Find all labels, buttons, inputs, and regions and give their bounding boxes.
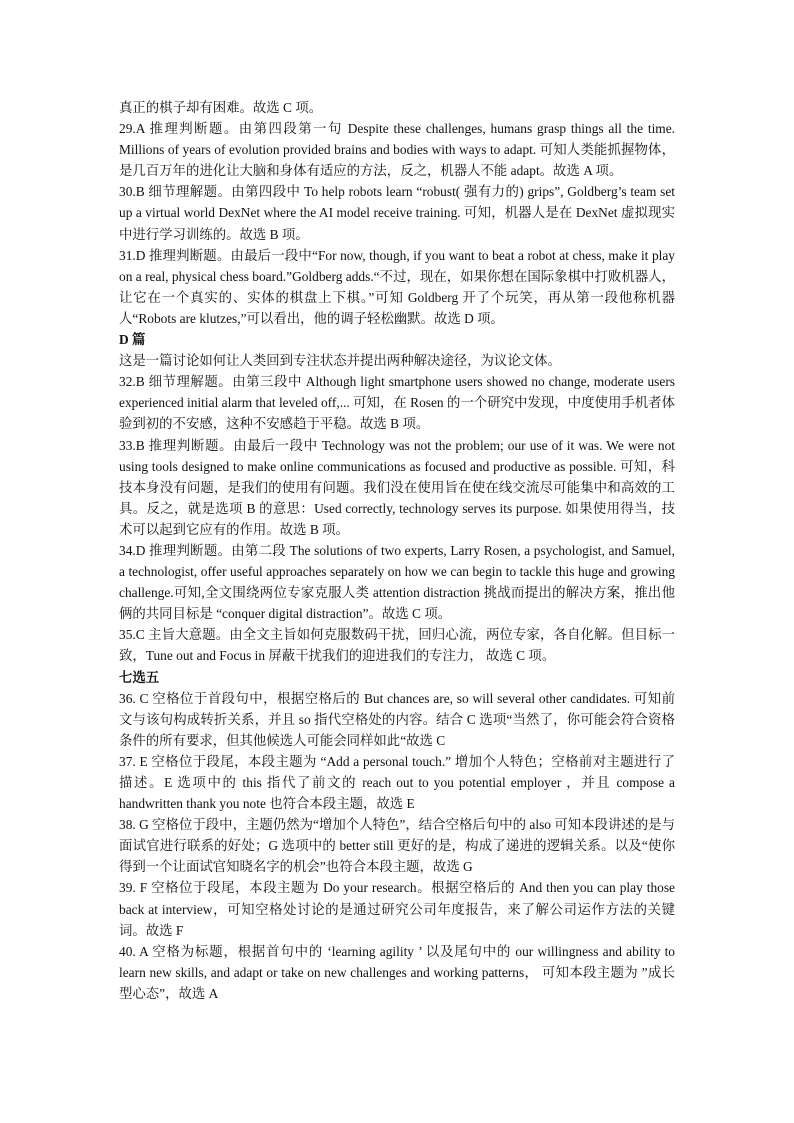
section-d-heading: D 篇	[119, 332, 146, 348]
answer-39: 39. F 空格位于段尾，本段主题为 Do your research。根据空格后的 And then you can play those back at interview，可知空格处讨论的是通过研究公司年度报告，来了解公司运作方法的关键词。故选 F	[119, 880, 675, 938]
answer-34: 34.D 推理判断题。由第二段 The solutions of two experts, Larry Rosen, a psychologist, and Samuel, a technologist, offer useful approaches separately on how we can begin to tackle this huge and growing challenge.可知,全文围绕两位专家克服人类 attention distraction 挑战而提出的解决方案，推出他俩的共同目标是 “conquer digital distraction”。故选 C 项。	[119, 542, 675, 622]
answer-29: 29.A 推理判断题。由第四段第一句 Despite these challenges, humans grasp things all the time. Millions of years of evolution provided brains and bodies with ways to adapt. 可知人类能抓握物体，是几百万年的进化让大脑和身体有适应的方法，反之，机器人不能 adapt。故选 A 项。	[119, 121, 675, 179]
answer-40: 40. A 空格为标题，根据首句中的 ‘learning agility ’ 以及尾句中的 our willingness and ability to learn new skills, and adapt or take on new challenges and working patterns， 可知本段主题为 ”成长型心态”，故选 A	[119, 943, 675, 1001]
answer-30: 30.B 细节理解题。由第四段中 To help robots learn “robust( 强有力的) grips”, Goldberg’s team set up a virtual world DexNet where the AI model receive training. 可知，机器人是在 DexNet 虚拟现实中进行学习训练的。故选 B 项。	[119, 184, 675, 242]
answer-32: 32.B 细节理解题。由第三段中 Although light smartphone users showed no change, moderate users experienced initial alarm that leveled off,... 可知，在 Rosen 的一个研究中发现，中度使用手机者体验到初的不安感，这种不安感趋于平稳。故选 B 项。	[119, 374, 675, 432]
answer-37: 37. E 空格位于段尾，本段主题为 “Add a personal touch.” 增加个人特色；空格前对主题进行了描述。E 选项中的 this 指代了前文的 reach out to you potential employer ，并且 compose a handwritten thank you note 也符合本段主题，故选 E	[119, 753, 675, 812]
answer-explanation-page	[119, 97, 675, 1004]
section-seven-heading: 七选五	[119, 669, 160, 685]
answer-33: 33.B 推理判断题。由最后一段中 Technology was not the problem; our use of it was. We were not using tools designed to make online communications as focused and productive as possible. 可知，科技本身没有问题，是我们的使用有问题。我们没在使用旨在使在线交流尽可能集中和高效的工具。反之，就是选项 B 的意思：Used correctly, technology serves its purpose. 如果使用得当，技术可以起到它应有的作用。故选 B 项。	[119, 437, 675, 537]
answer-36: 36. C 空格位于首段句中，根据空格后的 But chances are, so will several other candidates. 可知前文与该句构成转折关系，并且 so 指代空格处的内容。结合 C 选项“当然了，你可能会符合资格条件的所有要求，但其他候选人可能会同样如此“故选 C	[119, 690, 675, 748]
answer-31: 31.D 推理判断题。由最后一段中“For now, though, if you want to beat a robot at chess, make it play on a real, physical chess board.”Goldberg adds.“不过，现在，如果你想在国际象棋中打败机器人，让它在一个真实的、实体的棋盘上下棋。”可知 Goldberg 开了个玩笑，再从第一段他称机器人“Robots are klutzes,”可以看出，他的调子轻松幽默。故选 D 项。	[119, 247, 675, 326]
section-d-summary: 这是一篇讨论如何让人类回到专注状态并提出两种解决途径，为议论文体。	[119, 353, 561, 369]
answer-35: 35.C 主旨大意题。由全文主旨如何克服数码干扰，回归心流，两位专家，各自化解。但目标一致，Tune out and Focus in 屏蔽干扰我们的迎进我们的专注力， 故选 C 项。	[119, 627, 675, 664]
intro-line: 真正的棋子却有困难。故选 C 项。	[119, 100, 323, 115]
answer-38: 38. G 空格位于段中，主题仍然为“增加个人特色”，结合空格后句中的 also 可知本段讲述的是与面试官进行联系的好处；G 选项中的 better still 更好的是，构成了递进的逻辑关系。以及“使你得到一个让面试官知晓名字的机会”也符合本段主题，故选 G	[119, 817, 675, 875]
